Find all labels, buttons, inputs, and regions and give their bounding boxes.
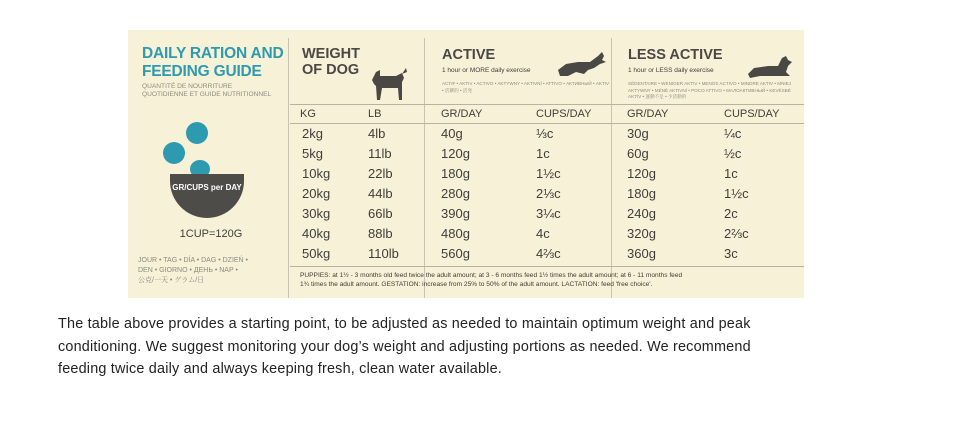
col-less-gr: GR/DAY <box>627 108 669 120</box>
lb-cell: 44lb <box>368 186 393 201</box>
less-active-heading: LESS ACTIVE <box>628 47 723 63</box>
less-cups-cell: 1c <box>724 166 738 181</box>
active-subtitle: 1 hour or MORE daily exercise <box>442 67 531 74</box>
kg-cell: 10kg <box>302 166 331 181</box>
header-rule <box>290 123 804 124</box>
running-dog-icon <box>556 48 608 80</box>
cup-conversion: 1CUP=120G <box>179 228 243 240</box>
active-gr-cell: 120g <box>441 146 470 161</box>
less-gr-cell: 120g <box>627 166 656 181</box>
active-cups-cell: 3¼c <box>536 206 561 221</box>
guide-subtitle: QUANTITÉ DE NOURRITURE QUOTIDIENNE ET GUIDE NUTRITIONNEL <box>142 83 272 98</box>
less-gr-cell: 240g <box>627 206 656 221</box>
lb-cell: 110lb <box>368 246 399 261</box>
active-cups-cell: 4⅔c <box>536 246 561 261</box>
table-row <box>128 226 804 246</box>
less-cups-cell: 1½c <box>724 186 749 201</box>
less-cups-cell: ½c <box>724 146 742 161</box>
less-cups-cell: 2c <box>724 206 738 221</box>
active-cups-cell: 1½c <box>536 166 561 181</box>
header-rule <box>290 104 804 105</box>
less-gr-cell: 30g <box>627 126 649 141</box>
kg-cell: 5kg <box>302 146 323 161</box>
kg-cell: 40kg <box>302 226 331 241</box>
feeding-footnote: PUPPIES: at 1½ - 3 months old feed twice the adult amount; at 3 - 6 months feed 1½ times the adult amount; at 6 - 11 months feed 1¾ times the adult amount. GESTATION: increase from 25% to 50% of the adult amount. LACTATION: feed 'free choice'. <box>300 272 683 288</box>
active-gr-cell: 180g <box>441 166 470 181</box>
active-gr-cell: 280g <box>441 186 470 201</box>
lb-cell: 66lb <box>368 206 393 221</box>
col-active-gr: GR/DAY <box>441 108 483 120</box>
active-cups-cell: ⅓c <box>536 126 554 141</box>
col-active-cups: CUPS/DAY <box>536 108 592 120</box>
table-row <box>128 206 804 226</box>
less-gr-cell: 360g <box>627 246 656 261</box>
lb-cell: 4lb <box>368 126 386 141</box>
bowl-label: GR/CUPS per DAY <box>172 183 242 192</box>
lb-cell: 22lb <box>368 166 393 181</box>
table-row <box>128 186 804 206</box>
table-row <box>128 166 804 186</box>
active-cups-cell: 1c <box>536 146 550 161</box>
less-cups-cell: 2⅔c <box>724 226 749 241</box>
lying-dog-icon <box>746 52 794 80</box>
less-active-translations: SÉDENTAIRE • WENIGER AKTIV • MENOS ACTIVO • MINDRE AKTIV • MNIEJ AKTYWNY • MÉNĚ AKTIVNÍ • POCO ATTIVO • МАЛОАКТИВНЫЙ • KEVÉSBÉ AKTÍV • 運動不足 • 少活動的 <box>628 81 792 99</box>
table-row <box>128 146 804 166</box>
less-gr-cell: 60g <box>627 146 649 161</box>
col-lb: LB <box>368 108 382 120</box>
active-gr-cell: 40g <box>441 126 463 141</box>
guidance-paragraph: The table above provides a starting point, to be adjusted as needed to maintain optimum weight and peak conditioning. We suggest monitoring your dog’s weight and adjusting portions as needed. We recommend feeding twice daily and always keeping fresh, clean water available. <box>58 316 751 377</box>
active-heading: ACTIVE <box>442 47 496 63</box>
kg-cell: 50kg <box>302 246 331 261</box>
active-cups-cell: 2⅓c <box>536 186 561 201</box>
kg-cell: 30kg <box>302 206 331 221</box>
kg-cell: 20kg <box>302 186 331 201</box>
active-cups-cell: 4c <box>536 226 550 241</box>
less-gr-cell: 320g <box>627 226 656 241</box>
guide-title: DAILY RATION AND FEEDING GUIDE <box>142 45 284 80</box>
active-gr-cell: 480g <box>441 226 470 241</box>
less-active-subtitle: 1 hour or LESS daily exercise <box>628 67 714 74</box>
kg-cell: 2kg <box>302 126 323 141</box>
active-translations: ACTIF • AKTIV • ACTIVO • AKTYWNY • AKTIVNÍ • ATTIVO • АКТИВНЫЙ • AKTIV • 活躍的 • 活発 <box>442 81 610 93</box>
standing-dog-icon <box>366 64 410 104</box>
less-cups-cell: ¼c <box>724 126 742 141</box>
less-cups-cell: 3c <box>724 246 738 261</box>
table-row <box>128 246 804 266</box>
active-gr-cell: 390g <box>441 206 470 221</box>
feeding-guide-card <box>128 30 804 298</box>
day-translations: JOUR • TAG • DÍA • DAG • DZIEŃ • DEN • GIORNO • ДЕНЬ • NAP • 公克/一天 • グラム/日 <box>138 257 249 284</box>
col-less-cups: CUPS/DAY <box>724 108 780 120</box>
col-kg: KG <box>300 108 316 120</box>
footer-rule <box>290 266 804 267</box>
lb-cell: 11lb <box>368 146 392 161</box>
lb-cell: 88lb <box>368 226 393 241</box>
active-gr-cell: 560g <box>441 246 470 261</box>
weight-heading: WEIGHT OF DOG <box>302 46 360 78</box>
table-row <box>128 126 804 146</box>
less-gr-cell: 180g <box>627 186 656 201</box>
